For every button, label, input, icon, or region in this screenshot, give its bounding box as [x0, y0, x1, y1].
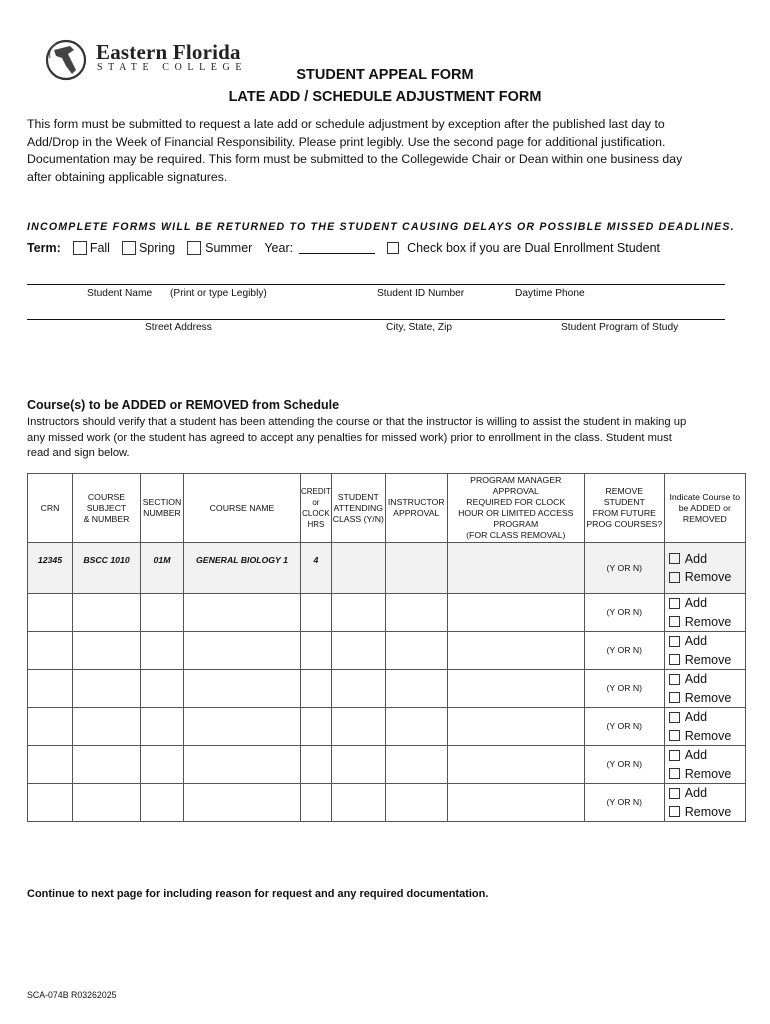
term-spring-option[interactable]: [122, 241, 175, 255]
remove-checkbox[interactable]: [669, 730, 680, 741]
table-row: [28, 594, 746, 632]
intro-line: Add/Drop in the Week of Financial Responsibility. Please print legibly. Use the second page for additional justification.: [27, 134, 666, 149]
daytime-phone-caption: Daytime Phone: [515, 288, 585, 299]
header-section: SECTION NUMBER: [141, 474, 184, 543]
intro-paragraph: [27, 116, 742, 186]
cell-section[interactable]: [141, 708, 184, 746]
summer-checkbox[interactable]: [187, 241, 201, 255]
cell-program-manager[interactable]: [447, 543, 584, 594]
cell-credit[interactable]: [301, 746, 332, 784]
header-instructor: INSTRUCTOR APPROVAL: [385, 474, 447, 543]
cell-remove-yn[interactable]: (Y OR N): [584, 632, 664, 670]
cell-remove-yn[interactable]: (Y OR N): [584, 594, 664, 632]
cell-subject[interactable]: [73, 784, 141, 822]
student-name-caption: Student Name: [87, 288, 153, 299]
street-address-caption: Street Address: [145, 322, 212, 333]
cell-remove-yn[interactable]: (Y OR N): [584, 543, 664, 594]
cell-subject[interactable]: [73, 670, 141, 708]
table-row: [28, 784, 746, 822]
cell-attending[interactable]: [331, 632, 385, 670]
cell-credit[interactable]: 4: [301, 543, 332, 594]
add-option[interactable]: Add: [669, 746, 745, 765]
header-course-subject: COURSE SUBJECT & NUMBER: [73, 474, 141, 543]
student-info-line-2[interactable]: [27, 319, 725, 320]
cell-section[interactable]: 01M: [141, 543, 184, 594]
logo-title: Eastern Florida: [96, 40, 241, 64]
program-of-study-caption: Student Program of Study: [561, 322, 679, 333]
cell-crn[interactable]: 12345: [28, 543, 73, 594]
table-row: [28, 670, 746, 708]
remove-checkbox[interactable]: [669, 616, 680, 627]
intro-line: after obtaining applicable signatures.: [27, 169, 228, 184]
cell-course-name[interactable]: [184, 594, 301, 632]
cell-attending[interactable]: [331, 784, 385, 822]
cell-credit[interactable]: [301, 594, 332, 632]
remove-checkbox[interactable]: [669, 806, 680, 817]
cell-add-remove: [664, 746, 745, 784]
remove-option[interactable]: Remove: [669, 727, 745, 746]
cell-course-name[interactable]: [184, 746, 301, 784]
form-title: STUDENT APPEAL FORM: [296, 67, 474, 83]
form-subtitle: LATE ADD / SCHEDULE ADJUSTMENT FORM: [228, 89, 542, 105]
fall-checkbox[interactable]: [73, 241, 87, 255]
dual-enrollment-checkbox[interactable]: [387, 242, 399, 254]
cell-subject[interactable]: [73, 746, 141, 784]
remove-checkbox[interactable]: [669, 572, 680, 583]
cell-credit[interactable]: [301, 632, 332, 670]
form-code: SCA-074B R03262025: [27, 990, 117, 1000]
cell-attending[interactable]: [331, 746, 385, 784]
remove-checkbox[interactable]: [669, 768, 680, 779]
cell-crn[interactable]: [28, 670, 73, 708]
cell-credit[interactable]: [301, 670, 332, 708]
cell-add-remove: [664, 784, 745, 822]
logo-subtitle: STATE COLLEGE: [97, 62, 248, 73]
cell-remove-yn[interactable]: (Y OR N): [584, 670, 664, 708]
add-option[interactable]: Add: [669, 670, 745, 689]
courses-line: read and sign below.: [27, 447, 130, 460]
table-row: [28, 708, 746, 746]
cell-course-name[interactable]: [184, 708, 301, 746]
courses-line: any missed work (or the student has agreed to accept any penalties for missed work) prior to enrollment in the class. Student must: [27, 431, 672, 444]
cell-instructor[interactable]: [385, 708, 447, 746]
cell-add-remove: [664, 632, 745, 670]
add-option[interactable]: Add: [669, 632, 745, 651]
cell-crn[interactable]: [28, 746, 73, 784]
spring-label: Spring: [138, 241, 176, 255]
cell-section[interactable]: [141, 632, 184, 670]
cell-instructor[interactable]: [385, 594, 447, 632]
cell-attending[interactable]: [331, 543, 385, 594]
cell-add-remove: [664, 594, 745, 632]
add-checkbox[interactable]: [669, 712, 680, 723]
remove-option[interactable]: Remove: [669, 613, 745, 632]
cell-instructor[interactable]: [385, 746, 447, 784]
cell-instructor[interactable]: [385, 670, 447, 708]
cell-program-manager[interactable]: [447, 708, 584, 746]
student-id-caption: Student ID Number: [377, 288, 465, 299]
add-checkbox[interactable]: [669, 750, 680, 761]
cell-program-manager[interactable]: [447, 632, 584, 670]
cell-program-manager[interactable]: [447, 670, 584, 708]
add-option[interactable]: Add: [669, 708, 745, 727]
add-checkbox[interactable]: [669, 788, 680, 799]
cell-section[interactable]: [141, 746, 184, 784]
cell-crn[interactable]: [28, 784, 73, 822]
remove-option[interactable]: Remove: [669, 689, 745, 708]
student-info-line-1[interactable]: [27, 284, 725, 285]
year-field[interactable]: [299, 242, 375, 254]
cell-add-remove: [664, 543, 745, 594]
cell-program-manager[interactable]: [447, 784, 584, 822]
cell-section[interactable]: [141, 784, 184, 822]
cell-subject[interactable]: [73, 594, 141, 632]
cell-course-name[interactable]: [184, 670, 301, 708]
courses-table: [27, 473, 746, 822]
cell-remove-yn[interactable]: (Y OR N): [584, 784, 664, 822]
add-checkbox[interactable]: [669, 674, 680, 685]
city-state-zip-caption: City, State, Zip: [386, 322, 453, 333]
fall-label: Fall: [89, 241, 110, 255]
year-label: Year:: [264, 241, 294, 255]
cell-credit[interactable]: [301, 708, 332, 746]
cell-instructor[interactable]: [385, 632, 447, 670]
table-row: [28, 543, 746, 594]
add-option[interactable]: Add: [669, 594, 745, 613]
remove-option[interactable]: Remove: [669, 651, 745, 670]
cell-subject[interactable]: BSCC 1010: [73, 543, 141, 594]
add-option[interactable]: Add: [669, 784, 745, 803]
add-checkbox[interactable]: [669, 598, 680, 609]
header-attending: STUDENT ATTENDING CLASS (Y/N): [331, 474, 385, 543]
cell-course-name[interactable]: [184, 632, 301, 670]
term-summer-option[interactable]: [187, 241, 252, 255]
cell-section[interactable]: [141, 670, 184, 708]
header-credit: CREDIT or CLOCK HRS: [301, 474, 332, 543]
cell-crn[interactable]: [28, 594, 73, 632]
header-indicate: Indicate Course to be ADDED or REMOVED: [664, 474, 745, 543]
cell-remove-yn[interactable]: (Y OR N): [584, 746, 664, 784]
cell-add-remove: [664, 670, 745, 708]
cell-attending[interactable]: [331, 670, 385, 708]
remove-option[interactable]: Remove: [669, 803, 745, 822]
cell-instructor[interactable]: [385, 784, 447, 822]
cell-program-manager[interactable]: [447, 746, 584, 784]
cell-section[interactable]: [141, 594, 184, 632]
remove-option[interactable]: Remove: [669, 568, 745, 587]
table-row: [28, 746, 746, 784]
courses-heading: Course(s) to be ADDED or REMOVED from Schedule: [27, 398, 340, 412]
cell-course-name[interactable]: [184, 784, 301, 822]
header-course-name: COURSE NAME: [184, 474, 301, 543]
term-label: Term:: [27, 241, 61, 255]
cell-course-name[interactable]: GENERAL BIOLOGY 1: [184, 543, 301, 594]
cell-add-remove: [664, 708, 745, 746]
add-checkbox[interactable]: [669, 553, 680, 564]
intro-line: Documentation may be required. This form must be submitted to the Collegewide Chair or Dean within one business day: [27, 152, 683, 167]
cell-subject[interactable]: [73, 632, 141, 670]
remove-checkbox[interactable]: [669, 692, 680, 703]
cell-remove-yn[interactable]: (Y OR N): [584, 708, 664, 746]
cell-attending[interactable]: [331, 594, 385, 632]
remove-checkbox[interactable]: [669, 654, 680, 665]
term-fall-option[interactable]: [73, 241, 110, 255]
term-row: [27, 241, 660, 255]
header-remove-student: REMOVE STUDENT FROM FUTURE PROG COURSES?: [584, 474, 664, 543]
table-row: [28, 632, 746, 670]
header-crn: CRN: [28, 474, 73, 543]
incomplete-forms-warning: INCOMPLETE FORMS WILL BE RETURNED TO THE STUDENT CAUSING DELAYS OR POSSIBLE MISSED DEADLINES.: [27, 221, 735, 233]
continue-note: Continue to next page for including reason for request and any required documentation.: [27, 888, 489, 900]
cell-program-manager[interactable]: [447, 594, 584, 632]
table-header-row: [28, 474, 746, 543]
dual-enrollment-label: Check box if you are Dual Enrollment Student: [407, 241, 660, 255]
courses-instructions: [27, 415, 747, 462]
cell-instructor[interactable]: [385, 543, 447, 594]
header-program-manager: PROGRAM MANAGER APPROVAL REQUIRED FOR CLOCK HOUR OR LIMITED ACCESS PROGRAM (FOR CLASS REMOVAL): [447, 474, 584, 543]
intro-line: This form must be submitted to request a late add or schedule adjustment by exception after the published last day to: [27, 117, 665, 131]
courses-line: Instructors should verify that a student has been attending the course or that the instructor is willing to assist the student in making up: [27, 416, 687, 428]
print-note-caption: (Print or type Legibly): [170, 288, 267, 299]
cell-crn[interactable]: [28, 632, 73, 670]
cell-credit[interactable]: [301, 784, 332, 822]
add-option[interactable]: Add: [669, 550, 745, 569]
remove-option[interactable]: Remove: [669, 765, 745, 784]
summer-label: Summer: [205, 241, 253, 255]
cell-crn[interactable]: [28, 708, 73, 746]
cell-attending[interactable]: [331, 708, 385, 746]
spring-checkbox[interactable]: [122, 241, 136, 255]
add-checkbox[interactable]: [669, 636, 680, 647]
cell-subject[interactable]: [73, 708, 141, 746]
